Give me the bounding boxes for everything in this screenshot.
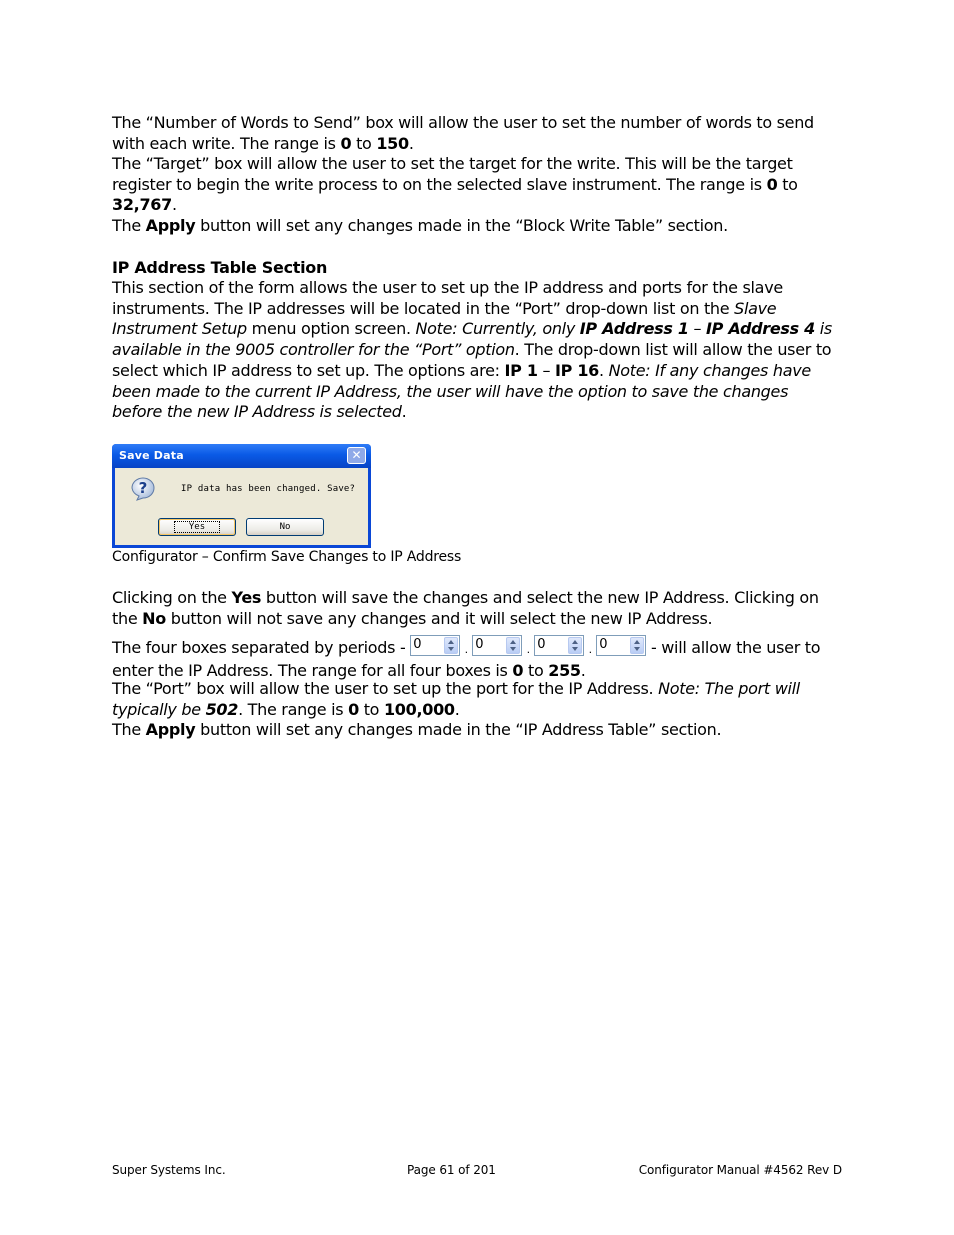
text: . bbox=[171, 195, 177, 215]
octet-separator: . bbox=[588, 643, 592, 656]
range-min: 0 bbox=[340, 133, 352, 153]
text: button will set any changes made in the “Block Write Table” section. bbox=[195, 216, 728, 235]
yes-label: Yes bbox=[174, 521, 220, 533]
range-min: 0 bbox=[348, 699, 359, 719]
apply-word: Apply bbox=[145, 216, 196, 235]
text: . The range is bbox=[238, 699, 349, 719]
text: to bbox=[358, 699, 384, 719]
words-to-send-paragraph bbox=[112, 113, 842, 154]
text: Note: The port will typically be bbox=[112, 679, 800, 719]
spin-arrows-icon[interactable] bbox=[506, 637, 520, 654]
svg-text:?: ? bbox=[138, 479, 148, 497]
figure-caption: Configurator – Confirm Save Changes to IP Address bbox=[112, 549, 462, 565]
range-max: 255 bbox=[548, 661, 581, 680]
yes-button[interactable] bbox=[158, 518, 236, 536]
octet-separator: . bbox=[464, 643, 468, 656]
footer-manual-id: Configurator Manual #4562 Rev D bbox=[638, 1163, 842, 1177]
dialog-title-bar bbox=[112, 444, 371, 468]
block-apply-paragraph bbox=[112, 216, 842, 237]
text: The “Number of Words to Send” box will allow the user to set the number of words to send with each write. The range is bbox=[112, 113, 814, 153]
ip-apply-paragraph bbox=[112, 720, 842, 741]
range-max: 150 bbox=[376, 133, 409, 153]
text: button will set any changes made in the “IP Address Table” section. bbox=[195, 720, 722, 739]
text: to bbox=[351, 133, 377, 153]
ip-address-4: IP Address 4 bbox=[706, 319, 815, 339]
clicking-paragraph bbox=[112, 588, 842, 629]
octet-value: 0 bbox=[537, 637, 546, 652]
question-icon bbox=[128, 475, 158, 501]
text: The “Target” box will allow the user to set the target for the write. This will be the target register to begin the write process to on the selected slave instrument. The range is bbox=[112, 154, 793, 194]
text: The “Port” box will allow the user to set up the port for the IP Address. bbox=[112, 679, 659, 698]
section-heading: IP Address Table Section bbox=[112, 258, 328, 277]
spin-arrows-icon[interactable] bbox=[630, 637, 644, 654]
option-ip1: IP 1 bbox=[504, 360, 538, 380]
text: is available in the 9005 controller for the “Port” option bbox=[112, 319, 832, 360]
text: – bbox=[537, 360, 555, 380]
menu-name: Slave Instrument Setup bbox=[112, 298, 777, 339]
range-max: 32,767 bbox=[112, 195, 172, 215]
range-min: 0 bbox=[766, 174, 778, 194]
dialog-message: IP data has been changed. Save? bbox=[181, 484, 356, 494]
text: - will allow the user to enter the IP Address. The range for all four boxes is bbox=[112, 638, 821, 680]
ip-section-paragraph bbox=[112, 278, 842, 423]
note-changes: Note: If any changes have been made to the current IP Address, the user will have the option to save the changes before the new IP Address is selected bbox=[112, 360, 811, 422]
no-word: No bbox=[142, 608, 166, 628]
text: – bbox=[688, 319, 707, 339]
close-icon[interactable]: ✕ bbox=[347, 447, 366, 464]
option-ip16: IP 16 bbox=[554, 360, 599, 380]
yes-word: Yes bbox=[231, 588, 262, 607]
port-paragraph bbox=[112, 679, 842, 720]
no-button[interactable]: No bbox=[246, 518, 324, 536]
text: This section of the form allows the user to set up the IP address and ports for the slave instruments. The IP addresses will be located in the “Port” drop-down list on the bbox=[112, 278, 783, 318]
text: . The drop-down list will allow the user to select which IP address to set up. The options are: bbox=[112, 340, 832, 380]
text: . bbox=[401, 402, 407, 422]
four-boxes-paragraph bbox=[112, 635, 842, 681]
octet-value: 0 bbox=[599, 637, 608, 652]
text: Note: Currently, only bbox=[415, 319, 580, 339]
target-paragraph bbox=[112, 154, 842, 216]
text: The four boxes separated by periods - bbox=[112, 638, 411, 657]
octet-value: 0 bbox=[413, 637, 422, 652]
range-min: 0 bbox=[512, 661, 524, 680]
ip-octet-4-stepper[interactable] bbox=[596, 635, 646, 656]
text: . bbox=[599, 360, 609, 380]
spin-arrows-icon[interactable] bbox=[568, 637, 582, 654]
ip-octet-3-stepper[interactable] bbox=[534, 635, 584, 656]
octet-value: 0 bbox=[475, 637, 484, 652]
text: The bbox=[112, 216, 146, 235]
text: button will save the changes and select the new IP Address. Clicking on the bbox=[112, 588, 819, 628]
spin-arrows-icon[interactable] bbox=[444, 637, 458, 654]
ip-octet-2-stepper[interactable] bbox=[472, 635, 522, 656]
apply-word: Apply bbox=[145, 720, 196, 739]
text: to bbox=[523, 661, 549, 680]
text: to bbox=[777, 174, 798, 194]
text: . bbox=[580, 661, 586, 680]
port-value: 502 bbox=[205, 699, 239, 719]
text: button will not save any changes and it will select the new IP Address. bbox=[165, 608, 713, 628]
ip-octet-1-stepper[interactable] bbox=[410, 635, 460, 656]
save-data-dialog bbox=[112, 444, 371, 548]
ip-address-1: IP Address 1 bbox=[579, 319, 689, 339]
range-max: 100,000 bbox=[383, 699, 455, 719]
text: . bbox=[408, 133, 414, 153]
footer-company: Super Systems Inc. bbox=[112, 1163, 226, 1177]
text: The bbox=[112, 720, 146, 739]
dialog-title: Save Data bbox=[119, 449, 184, 462]
octet-separator: . bbox=[526, 643, 530, 656]
text: . bbox=[454, 699, 460, 719]
text: menu option screen. bbox=[246, 319, 416, 339]
text: Clicking on the bbox=[112, 588, 232, 607]
footer-page-number: Page 61 of 201 bbox=[407, 1163, 496, 1177]
dialog-body bbox=[115, 468, 368, 545]
